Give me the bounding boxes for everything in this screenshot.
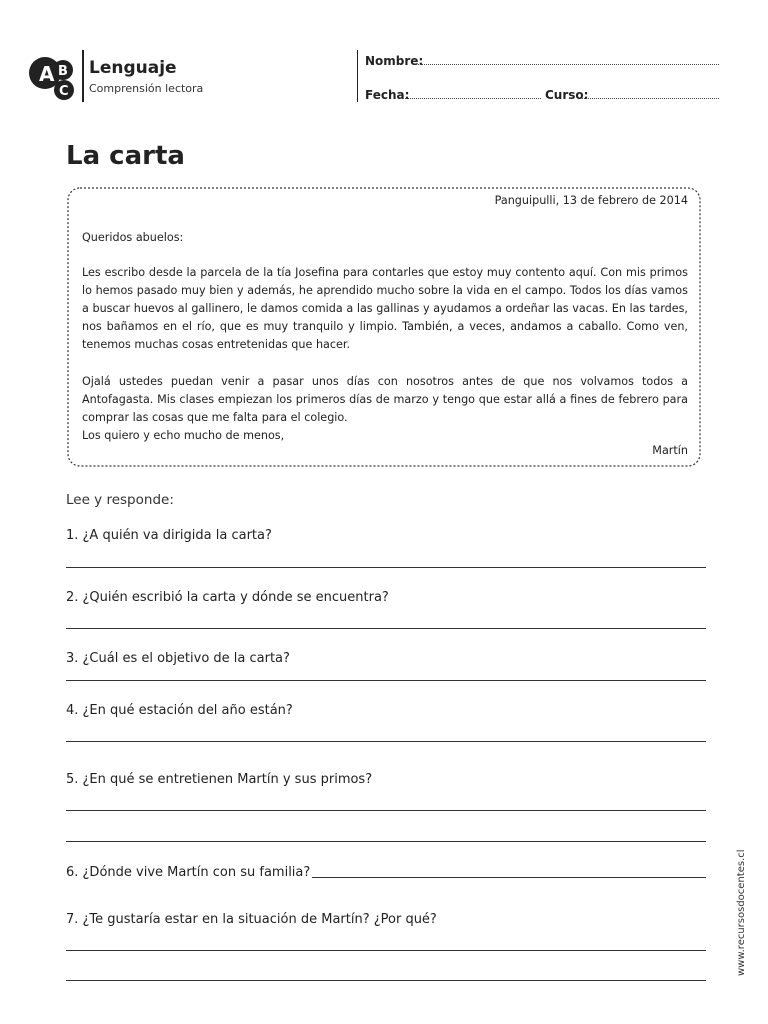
answer-line-1[interactable] bbox=[66, 567, 706, 568]
subject-subtitle: Comprensión lectora bbox=[89, 82, 204, 95]
answer-line-3[interactable] bbox=[66, 680, 706, 681]
page-title: La carta bbox=[66, 141, 185, 171]
question-6: 6. ¿Dónde vive Martín con su familia? bbox=[66, 865, 311, 880]
letter-closing: Los quiero y echo mucho de menos, bbox=[82, 429, 285, 442]
question-5: 5. ¿En qué se entretienen Martín y sus primos? bbox=[66, 772, 373, 787]
logo-letter-b: B bbox=[58, 64, 68, 79]
logo-letter-c: C bbox=[59, 84, 69, 99]
subject-title: Lenguaje bbox=[89, 58, 177, 78]
course-label: Curso: bbox=[545, 88, 589, 102]
letter-paragraph-2: Ojalá ustedes puedan venir a pasar unos días con nosotros antes de que nos volvamos todos a Antofagasta. Mis clases empiezan los primeros días de marzo y tengo que estar allá a fines de febrero para comprar las cosas que me falta para el colegio. bbox=[82, 375, 688, 424]
question-4: 4. ¿En qué estación del año están? bbox=[66, 703, 293, 718]
website-watermark: www.recursosdocentes.cl bbox=[736, 849, 747, 976]
question-1: 1. ¿A quién va dirigida la carta? bbox=[66, 528, 272, 543]
date-label: Fecha: bbox=[365, 88, 410, 102]
question-7: 7. ¿Te gustaría estar en la situación de Martín? ¿Por qué? bbox=[66, 912, 437, 927]
fields-divider bbox=[357, 50, 358, 102]
abc-logo bbox=[27, 53, 77, 105]
answer-line-7b[interactable] bbox=[66, 980, 706, 981]
date-field[interactable] bbox=[405, 86, 541, 99]
answer-line-5a[interactable] bbox=[66, 810, 706, 811]
answer-line-7a[interactable] bbox=[66, 950, 706, 951]
letter-signature: Martín bbox=[652, 444, 688, 457]
question-2: 2. ¿Quién escribió la carta y dónde se encuentra? bbox=[66, 590, 389, 605]
letter-paragraph-1: Les escribo desde la parcela de la tía Josefina para contarles que estoy muy contento aquí. Con mis primos lo hemos pasado muy bien y además, he aprendido mucho sobre la vida en el campo. Todos los días vamos a buscar huevos al gallinero, le damos comida a las gallinas y ayudamos a ordeñar las vacas. En las tardes, nos bañamos en el río, que es muy tranquilo y limpio. También, a veces, andamos a caballo. Como ven, tenemos muchas cosas entretenidas que hacer. bbox=[82, 266, 688, 351]
answer-line-2[interactable] bbox=[66, 628, 706, 629]
name-field[interactable] bbox=[416, 52, 719, 65]
question-3: 3. ¿Cuál es el objetivo de la carta? bbox=[66, 651, 290, 666]
header-divider bbox=[82, 50, 84, 102]
letter-place-date: Panguipulli, 13 de febrero de 2014 bbox=[494, 194, 688, 207]
answer-line-6[interactable] bbox=[312, 877, 706, 878]
answer-line-5b[interactable] bbox=[66, 841, 706, 842]
letter-greeting: Queridos abuelos: bbox=[82, 231, 184, 244]
instruction: Lee y responde: bbox=[66, 492, 174, 508]
logo-letter-a: A bbox=[39, 62, 55, 86]
name-label: Nombre: bbox=[365, 54, 424, 68]
course-field[interactable] bbox=[582, 86, 719, 99]
answer-line-4[interactable] bbox=[66, 741, 706, 742]
